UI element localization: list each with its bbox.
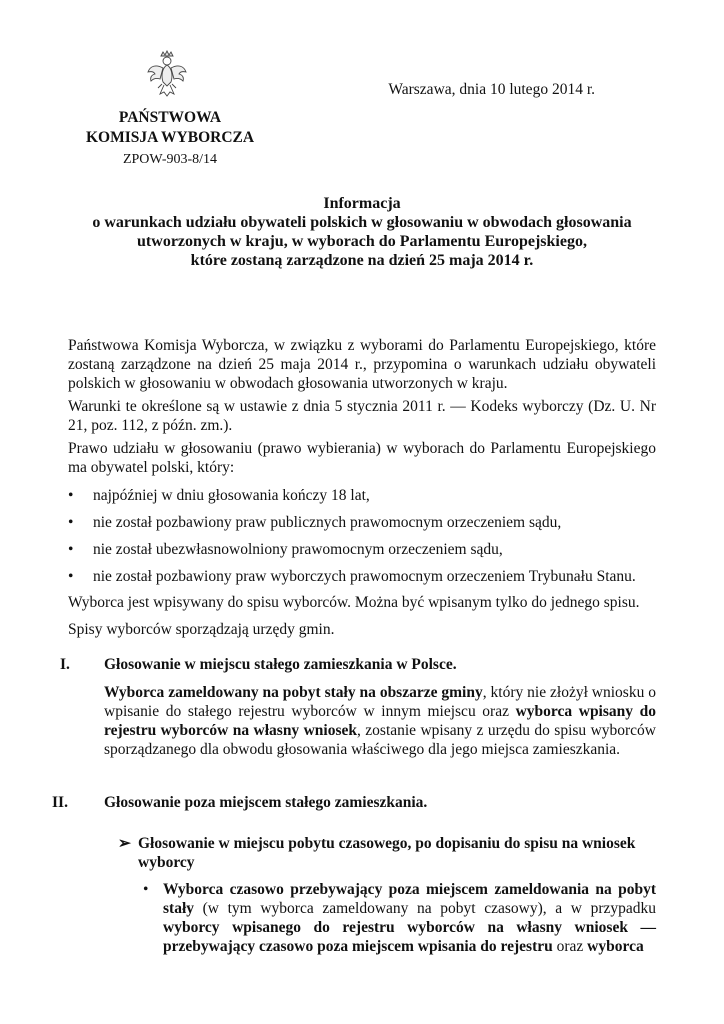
- section-1-heading: Głosowanie w miejscu stałego zamieszkania w Polsce.: [104, 656, 457, 673]
- list-item: [143, 880, 656, 956]
- reference-number: ZPOW-903-8/14: [122, 152, 218, 167]
- title-line-2: o warunkach udziału obywateli polskich w głosowaniu w obwodach głosowania: [92, 214, 632, 231]
- section-1-text-1: , który nie złożył wniosku o wpisanie do stałego rejestru wyborców w innym miejscu oraz: [104, 684, 657, 720]
- intro-paragraph-1: Państwowa Komisja Wyborcza, w związku z wyborami do Parlamentu Europejskiego, które zostaną zarządzone na dzień 25 maja 2014 r., przypomina o warunkach udziału obywateli polskich w głosowaniu w obwodach głosowania utworzonych w kraju.: [68, 337, 656, 392]
- intro-paragraph-4: Wyborca jest wpisywany do spisu wyborców. Można być wpisanym tylko do jednego spisu.: [68, 594, 640, 611]
- section-1-number: I.: [60, 656, 70, 673]
- subsection-heading-text: Głosowanie w miejscu pobytu czasowego, po dopisaniu do spisu na wniosek wyborcy: [138, 835, 636, 871]
- section-1-body: [104, 683, 656, 759]
- document-date: Warszawa, dnia 10 lutego 2014 r.: [388, 81, 595, 98]
- eagle-emblem-icon: [146, 50, 188, 98]
- bullet-icon: •: [68, 568, 74, 585]
- section-2-number: II.: [52, 794, 68, 811]
- title-line-1: Informacja: [323, 195, 401, 212]
- section-1-bold-1: Wyborca zameldowany na pobyt stały na obszarze gminy: [104, 684, 483, 701]
- intro-paragraph-5: Spisy wyborców sporządzają urzędy gmin.: [68, 621, 335, 638]
- intro-paragraph-2: Warunki te określone są w ustawie z dnia 5 stycznia 2011 r. — Kodeks wyborczy (Dz. U. Nr 21, poz. 112, z późn. zm.).: [68, 398, 656, 434]
- title-line-3: utworzonych w kraju, w wyborach do Parlamentu Europejskiego,: [137, 233, 587, 250]
- subsection-heading: [118, 834, 656, 872]
- issuer-name: [60, 108, 280, 148]
- arrow-bullet-icon: ➢: [118, 835, 131, 852]
- section-2-bold-1: Wyborca czasowo przebywający poza miejscem zameldowania na pobyt stały: [163, 881, 656, 917]
- issuer-line-1: PAŃSTWOWA: [118, 109, 222, 126]
- list-item-text: nie został pozbawiony praw publicznych prawomocnym orzeczeniem sądu,: [93, 514, 562, 531]
- intro-paragraph-3: Prawo udziału w głosowaniu (prawo wybierania) w wyborach do Parlamentu Europejskiego ma obywatel polski, który:: [68, 440, 656, 476]
- issuer-line-2: KOMISJA WYBORCZA: [85, 129, 255, 146]
- section-1-text-2: , zostanie wpisany z urzędu do spisu wyborców sporządzanego dla obwodu głosowania właściwego dla jego miejsca zamieszkania.: [104, 722, 656, 758]
- list-item-text: najpóźniej w dniu głosowania kończy 18 lat,: [93, 487, 370, 504]
- bullet-icon: •: [68, 487, 74, 504]
- section-2-heading: Głosowanie poza miejscem stałego zamieszkania.: [104, 794, 428, 811]
- section-2-text-1: (w tym wyborca zameldowany na pobyt czasowy), a w przypadku: [194, 900, 656, 917]
- bullet-icon: •: [68, 514, 74, 531]
- section-1-bold-2: wyborca wpisany do rejestru wyborców na własny wniosek: [104, 703, 656, 739]
- section-2-bullet-body: [163, 880, 656, 956]
- list-item-text: nie został pozbawiony praw wyborczych prawomocnym orzeczeniem Trybunału Stanu.: [93, 568, 636, 585]
- list-item-text: nie został ubezwłasnowolniony prawomocnym orzeczeniem sądu,: [93, 541, 503, 558]
- section-2-bold-3: wyborca: [587, 938, 644, 955]
- bullet-icon: •: [143, 881, 149, 898]
- bullet-icon: •: [68, 541, 74, 558]
- section-2-bold-2: wyborcy wpisanego do rejestru wyborców na własny wniosek — przebywający czasowo poza miejscem wpisania do rejestru: [163, 919, 656, 955]
- section-2-text-2: oraz: [552, 938, 588, 955]
- document-title: [40, 194, 684, 270]
- title-line-4: które zostaną zarządzone na dzień 25 maja 2014 r.: [190, 252, 534, 269]
